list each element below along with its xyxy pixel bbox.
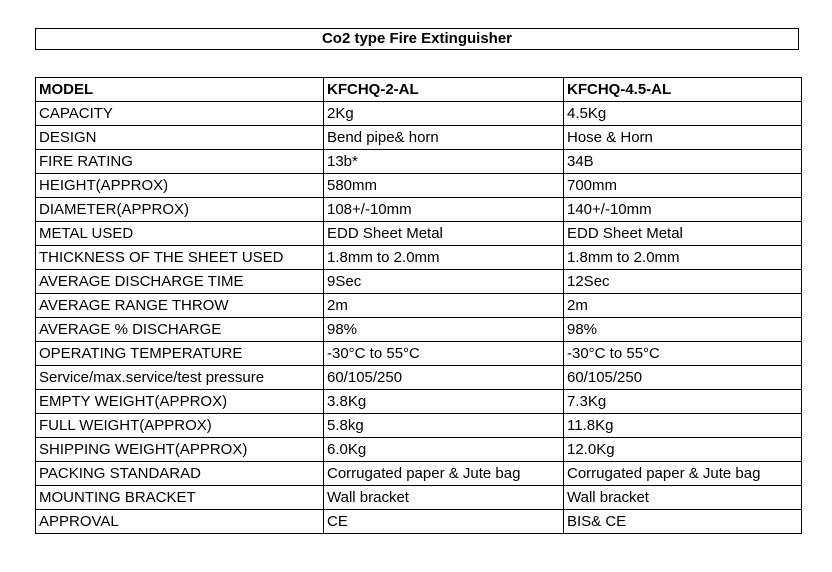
row-label: THICKNESS OF THE SHEET USED xyxy=(36,246,324,270)
row-label: METAL USED xyxy=(36,222,324,246)
row-value: 2m xyxy=(324,294,564,318)
row-value: -30°C to 55°C xyxy=(324,342,564,366)
row-label: SHIPPING WEIGHT(APPROX) xyxy=(36,438,324,462)
row-value: 5.8kg xyxy=(324,414,564,438)
row-label: EMPTY WEIGHT(APPROX) xyxy=(36,390,324,414)
row-value: 580mm xyxy=(324,174,564,198)
row-label: AVERAGE DISCHARGE TIME xyxy=(36,270,324,294)
row-value: 34B xyxy=(564,150,802,174)
row-value: 700mm xyxy=(564,174,802,198)
row-label: OPERATING TEMPERATURE xyxy=(36,342,324,366)
spec-table xyxy=(35,77,802,534)
table-row xyxy=(36,486,802,510)
row-value: 98% xyxy=(564,318,802,342)
row-label: MOUNTING BRACKET xyxy=(36,486,324,510)
table-row xyxy=(36,414,802,438)
row-value: 3.8Kg xyxy=(324,390,564,414)
row-value: 9Sec xyxy=(324,270,564,294)
row-value: 7.3Kg xyxy=(564,390,802,414)
row-label: PACKING STANDARAD xyxy=(36,462,324,486)
table-row xyxy=(36,102,802,126)
row-value: CE xyxy=(324,510,564,534)
row-value: 11.8Kg xyxy=(564,414,802,438)
table-row xyxy=(36,294,802,318)
row-value: 6.0Kg xyxy=(324,438,564,462)
row-value: Corrugated paper & Jute bag xyxy=(564,462,802,486)
row-label: CAPACITY xyxy=(36,102,324,126)
table-row xyxy=(36,270,802,294)
table-row xyxy=(36,318,802,342)
header-model: MODEL xyxy=(36,78,324,102)
table-row xyxy=(36,126,802,150)
row-value: 2Kg xyxy=(324,102,564,126)
table-row xyxy=(36,366,802,390)
table-header-row xyxy=(36,78,802,102)
row-value: -30°C to 55°C xyxy=(564,342,802,366)
table-row xyxy=(36,438,802,462)
row-value: 98% xyxy=(324,318,564,342)
row-label: AVERAGE RANGE THROW xyxy=(36,294,324,318)
row-value: Wall bracket xyxy=(564,486,802,510)
header-model-2: KFCHQ-4.5-AL xyxy=(564,78,802,102)
row-value: 12.0Kg xyxy=(564,438,802,462)
table-row xyxy=(36,390,802,414)
row-label: FIRE RATING xyxy=(36,150,324,174)
header-model-1: KFCHQ-2-AL xyxy=(324,78,564,102)
row-label: AVERAGE % DISCHARGE xyxy=(36,318,324,342)
row-value: 2m xyxy=(564,294,802,318)
row-value: Corrugated paper & Jute bag xyxy=(324,462,564,486)
row-label: FULL WEIGHT(APPROX) xyxy=(36,414,324,438)
row-value: 60/105/250 xyxy=(324,366,564,390)
row-label: DIAMETER(APPROX) xyxy=(36,198,324,222)
row-value: 4.5Kg xyxy=(564,102,802,126)
row-value: 1.8mm to 2.0mm xyxy=(324,246,564,270)
table-row xyxy=(36,510,802,534)
row-value: Wall bracket xyxy=(324,486,564,510)
row-value: 1.8mm to 2.0mm xyxy=(564,246,802,270)
row-label: Service/max.service/test pressure xyxy=(36,366,324,390)
row-label: DESIGN xyxy=(36,126,324,150)
row-value: 140+/-10mm xyxy=(564,198,802,222)
document-title: Co2 type Fire Extinguisher xyxy=(35,28,799,50)
table-row xyxy=(36,246,802,270)
row-value: Hose & Horn xyxy=(564,126,802,150)
row-value: BIS& CE xyxy=(564,510,802,534)
row-value: EDD Sheet Metal xyxy=(324,222,564,246)
table-row xyxy=(36,222,802,246)
row-value: 108+/-10mm xyxy=(324,198,564,222)
table-row xyxy=(36,198,802,222)
row-label: APPROVAL xyxy=(36,510,324,534)
row-value: 13b* xyxy=(324,150,564,174)
table-row xyxy=(36,174,802,198)
row-value: EDD Sheet Metal xyxy=(564,222,802,246)
table-row xyxy=(36,150,802,174)
table-row xyxy=(36,342,802,366)
row-value: 60/105/250 xyxy=(564,366,802,390)
table-row xyxy=(36,462,802,486)
row-value: Bend pipe& horn xyxy=(324,126,564,150)
row-label: HEIGHT(APPROX) xyxy=(36,174,324,198)
row-value: 12Sec xyxy=(564,270,802,294)
